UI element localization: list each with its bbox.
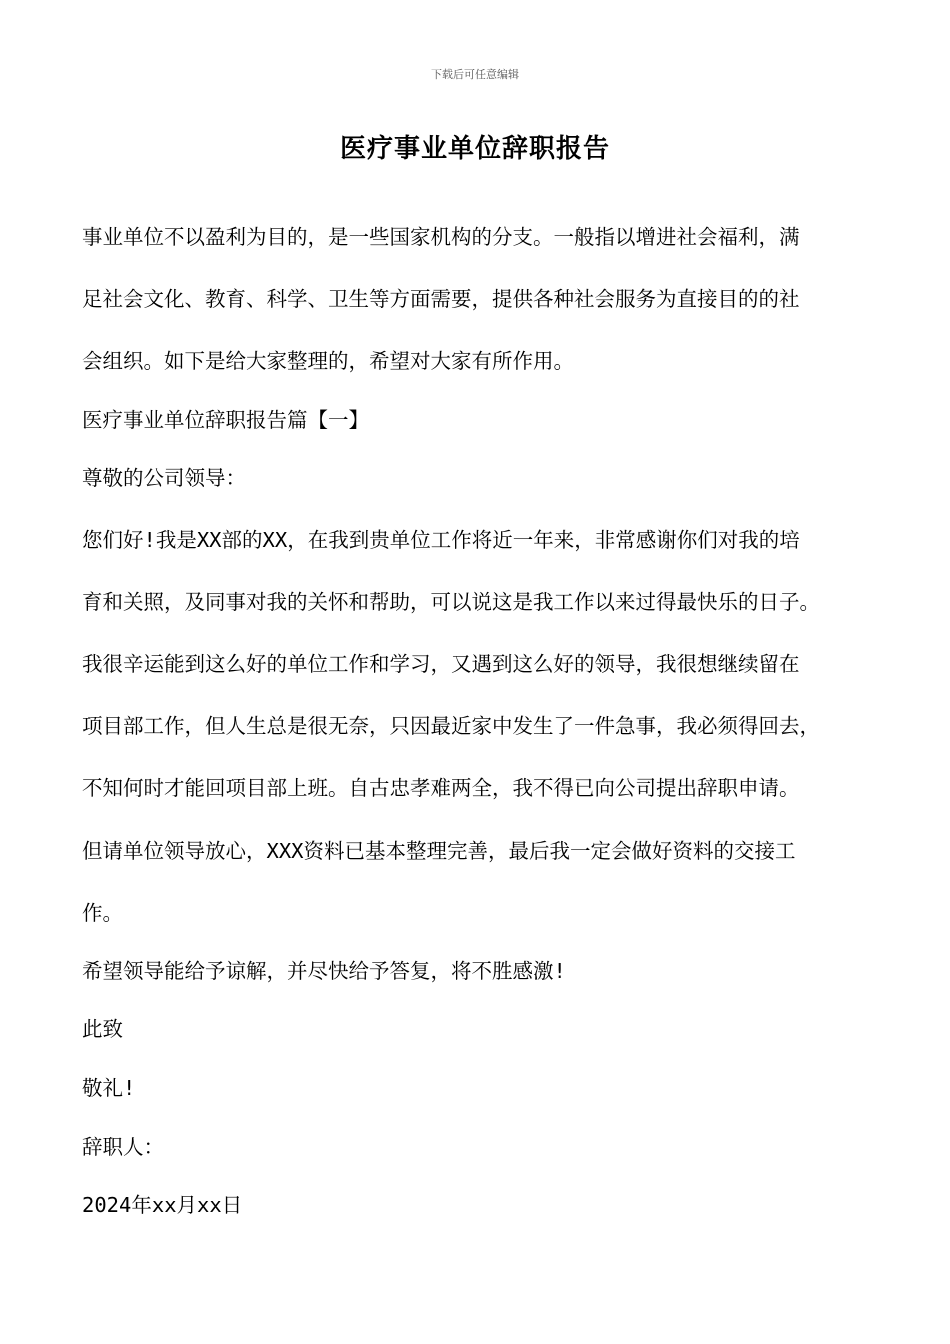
- body-line-7: 作。: [82, 901, 123, 925]
- body-line-1: 您们好!我是XX部的XX，在我到贵单位工作将近一年来，非常感谢你们对我的培: [82, 528, 800, 552]
- closing-line-2: 敬礼!: [82, 1076, 136, 1100]
- body-line-4: 项目部工作，但人生总是很无奈，只因最近家中发生了一件急事，我必须得回去，: [82, 714, 820, 738]
- section-heading: 医疗事业单位辞职报告篇【一】: [82, 408, 369, 432]
- closing-line-1: 此致: [82, 1017, 123, 1041]
- body-line-6: 但请单位领导放心，XXX资料已基本整理完善，最后我一定会做好资料的交接工: [82, 839, 796, 863]
- salutation: 尊敬的公司领导：: [82, 466, 246, 490]
- request-line: 希望领导能给予谅解，并尽快给予答复，将不胜感激!: [82, 959, 566, 983]
- body-line-3: 我很辛运能到这么好的单位工作和学习，又遇到这么好的领导，我很想继续留在: [82, 652, 800, 676]
- header-note: 下载后可任意编辑: [431, 68, 519, 81]
- date-line: 2024年xx月xx日: [82, 1193, 243, 1217]
- intro-line-1: 事业单位不以盈利为目的，是一些国家机构的分支。一般指以增进社会福利，满: [82, 225, 800, 249]
- intro-line-2: 足社会文化、教育、科学、卫生等方面需要，提供各种社会服务为直接目的的社: [82, 287, 800, 311]
- document-title: 医疗事业单位辞职报告: [339, 134, 610, 164]
- signature-label: 辞职人：: [82, 1135, 164, 1159]
- body-line-2: 育和关照，及同事对我的关怀和帮助，可以说这是我工作以来过得最快乐的日子。: [82, 590, 820, 614]
- intro-line-3: 会组织。如下是给大家整理的，希望对大家有所作用。: [82, 349, 574, 373]
- body-line-5: 不知何时才能回项目部上班。自古忠孝难两全，我不得已向公司提出辞职申请。: [82, 776, 800, 800]
